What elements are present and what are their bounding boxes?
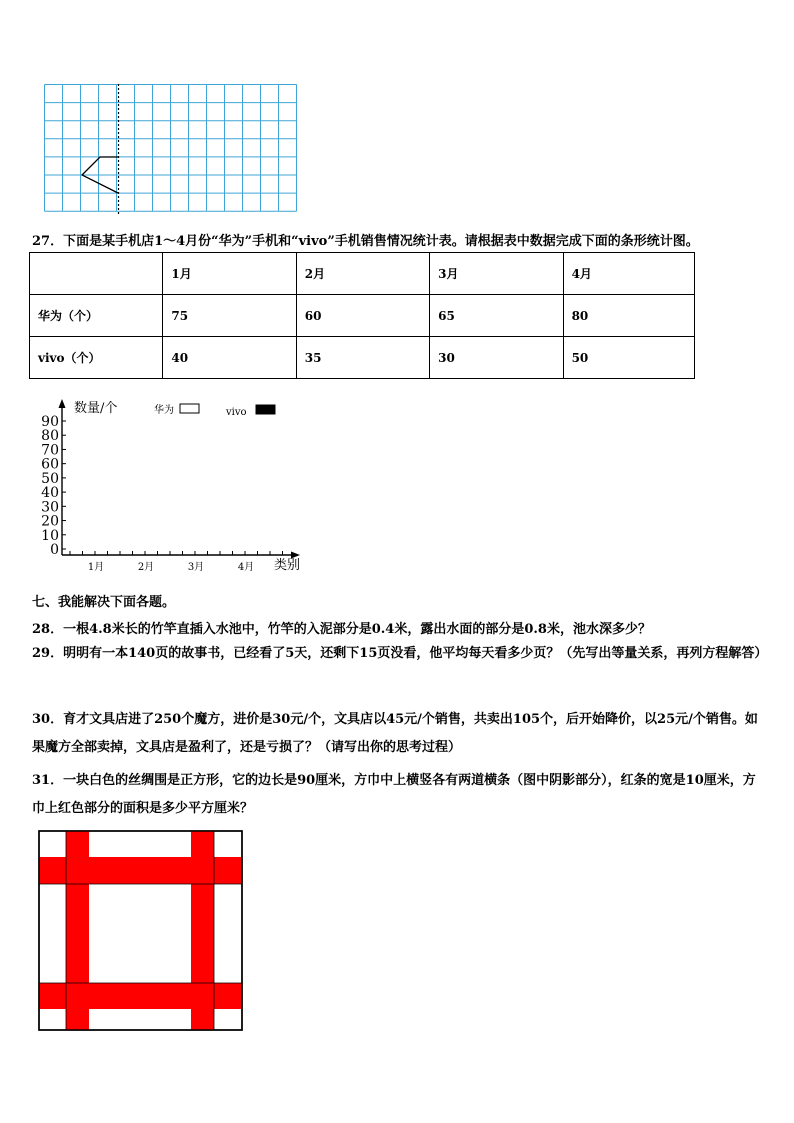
y-tick-label: 80 [41, 428, 59, 445]
sales-table [29, 252, 695, 379]
bar-chart [30, 395, 330, 580]
q29-text: 29．明明有一本140页的故事书，已经看了5天，还剩下15页没看，他平均每天看多少页？（先写出等量关系，再列方程解答） [32, 646, 768, 661]
table-cell: 1月 [163, 253, 296, 295]
q30-text: 30．育才文具店进了250个魔方，进价是30元/个，文具店以45元/个销售，共卖出105个，后开始降价，以25元/个销售。如果魔方全部卖掉，文具店是盈利了，还是亏损了？（请写出你的思考过程） [32, 712, 758, 755]
table-cell: 30 [430, 337, 563, 379]
section-7-heading: 七、我能解决下面各题。 [32, 595, 176, 610]
table-cell: 65 [430, 295, 563, 337]
q27-text: 27．下面是某手机店1～4月份“华为”手机和“vivo”手机销售情况统计表。请根据表中数据完成下面的条形统计图。 [32, 234, 699, 249]
table-cell [30, 253, 163, 295]
table-cell: 75 [163, 295, 296, 337]
q28-text: 28．一根4.8米长的竹竿直插入水池中，竹竿的入泥部分是0.4米，露出水面的部分是0.8米，池水深多少？ [32, 622, 651, 637]
table-row [30, 295, 695, 337]
table-cell: 华为（个） [30, 295, 163, 337]
table-cell: 3月 [430, 253, 563, 295]
x-category-label: 4月 [237, 562, 255, 573]
table-cell: 80 [563, 295, 694, 337]
x-category-label: 1月 [87, 562, 105, 573]
table-cell: 35 [296, 337, 429, 379]
y-tick-label: 0 [50, 542, 59, 558]
y-tick-label: 70 [41, 442, 59, 459]
table-header-row [30, 253, 695, 295]
legend-label-huawei: 华为 [154, 405, 174, 416]
x-axis-label: 类别 [274, 558, 301, 573]
y-tick-label: 40 [41, 485, 59, 502]
y-tick-label: 60 [41, 456, 59, 473]
legend-swatch-vivo [256, 405, 275, 414]
x-category-label: 2月 [137, 562, 155, 573]
q31-text: 31．一块白色的丝绸围是正方形，它的边长是90厘米，方巾中上横竖各有两道横条（图中阴影部分），红条的宽是10厘米，方巾上红色部分的面积是多少平方厘米？ [32, 773, 756, 816]
y-tick-label: 20 [41, 513, 59, 530]
y-axis-label: 数量/个 [74, 401, 118, 416]
table-cell: 50 [563, 337, 694, 379]
y-tick-label: 10 [41, 527, 59, 544]
legend-label-vivo: vivo [226, 407, 247, 418]
grid-figure [44, 84, 300, 214]
y-tick-label: 30 [41, 499, 59, 516]
x-category-label: 3月 [187, 562, 205, 573]
table-cell: 60 [296, 295, 429, 337]
red-stripe-vertical [66, 831, 89, 1030]
table-row [30, 337, 695, 379]
table-cell: 2月 [296, 253, 429, 295]
table-cell: vivo（个） [30, 337, 163, 379]
red-stripe-vertical [191, 831, 214, 1030]
y-axis-arrow [59, 399, 66, 408]
table-cell: 4月 [563, 253, 694, 295]
legend-swatch-huawei [180, 404, 199, 413]
y-tick-label: 90 [41, 414, 59, 430]
y-tick-label: 50 [41, 470, 59, 487]
scarf-figure [38, 830, 244, 1032]
table-cell: 40 [163, 337, 296, 379]
